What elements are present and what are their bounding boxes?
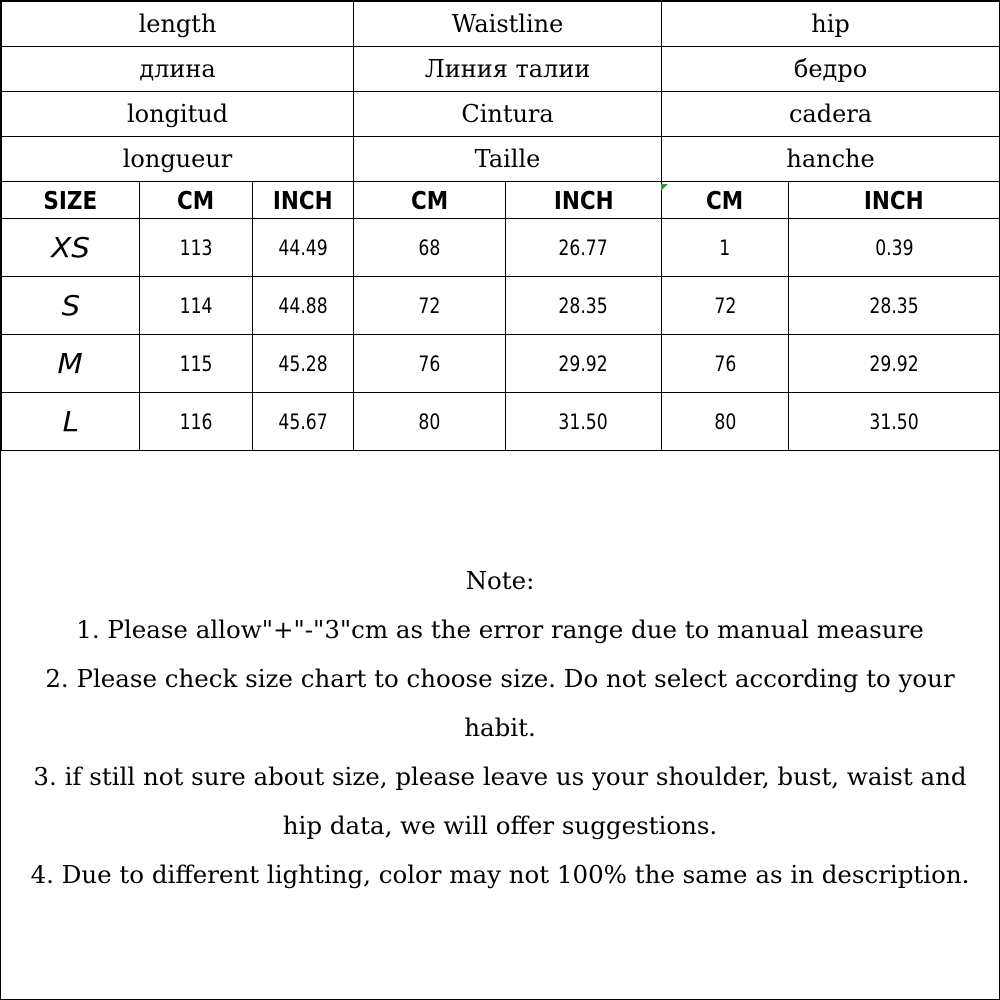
length-cm-cell: 116 bbox=[140, 393, 253, 451]
hip-inch-cell: 28.35 bbox=[789, 277, 1000, 335]
header-hip: cadera bbox=[662, 92, 1000, 137]
unit-length-inch: INCH bbox=[253, 182, 354, 219]
length-cm-cell: 115 bbox=[140, 335, 253, 393]
length-inch-cell: 44.49 bbox=[253, 219, 354, 277]
hip-inch-cell: 31.50 bbox=[789, 393, 1000, 451]
note-line: habit. bbox=[464, 713, 536, 742]
unit-hip-cm: CM bbox=[662, 182, 789, 219]
waist-cm-cell: 80 bbox=[354, 393, 506, 451]
unit-waist-cm: CM bbox=[354, 182, 506, 219]
header-hip: бедро bbox=[662, 47, 1000, 92]
size-cell: S bbox=[2, 277, 140, 335]
waist-inch-cell: 29.92 bbox=[506, 335, 662, 393]
note-line: 1. Please allow"+"-"3"cm as the error range due to manual measure bbox=[76, 615, 924, 644]
hip-cm-cell: 76 bbox=[662, 335, 789, 393]
unit-hip-inch: INCH bbox=[789, 182, 1000, 219]
note-line: 4. Due to different lighting, color may not 100% the same as in description. bbox=[30, 860, 970, 889]
header-row-english bbox=[2, 2, 1000, 47]
hip-cm-cell: 80 bbox=[662, 393, 789, 451]
header-row-french bbox=[2, 137, 1000, 182]
length-inch-cell: 44.88 bbox=[253, 277, 354, 335]
waist-inch-cell: 31.50 bbox=[506, 393, 662, 451]
header-length: longueur bbox=[2, 137, 354, 182]
size-cell: XS bbox=[2, 219, 140, 277]
table-row bbox=[2, 393, 1000, 451]
length-inch-cell: 45.28 bbox=[253, 335, 354, 393]
unit-size: SIZE bbox=[2, 182, 140, 219]
header-length: length bbox=[2, 2, 354, 47]
waist-inch-cell: 28.35 bbox=[506, 277, 662, 335]
header-waistline: Waistline bbox=[354, 2, 662, 47]
header-length: длина bbox=[2, 47, 354, 92]
hip-cm-cell: 72 bbox=[662, 277, 789, 335]
header-row-russian bbox=[2, 47, 1000, 92]
length-inch-cell: 45.67 bbox=[253, 393, 354, 451]
unit-waist-inch: INCH bbox=[506, 182, 662, 219]
hip-cm-cell: 1 bbox=[662, 219, 789, 277]
notes-section bbox=[1, 556, 999, 899]
size-cell: L bbox=[2, 393, 140, 451]
header-waistline: Линия талии bbox=[354, 47, 662, 92]
table-row bbox=[2, 277, 1000, 335]
length-cm-cell: 114 bbox=[140, 277, 253, 335]
header-waistline: Cintura bbox=[354, 92, 662, 137]
header-hip: hip bbox=[662, 2, 1000, 47]
waist-cm-cell: 72 bbox=[354, 277, 506, 335]
header-waistline: Taille bbox=[354, 137, 662, 182]
unit-row bbox=[2, 182, 1000, 219]
header-row-spanish bbox=[2, 92, 1000, 137]
notes-heading: Note: bbox=[465, 566, 535, 595]
note-line: hip data, we will offer suggestions. bbox=[282, 811, 718, 840]
length-cm-cell: 113 bbox=[140, 219, 253, 277]
note-line: 3. if still not sure about size, please leave us your shoulder, bust, waist and bbox=[33, 762, 967, 791]
header-length: longitud bbox=[2, 92, 354, 137]
size-chart-table bbox=[1, 1, 1000, 451]
hip-inch-cell: 0.39 bbox=[789, 219, 1000, 277]
waist-inch-cell: 26.77 bbox=[506, 219, 662, 277]
table-row bbox=[2, 335, 1000, 393]
header-hip: hanche bbox=[662, 137, 1000, 182]
size-cell: M bbox=[2, 335, 140, 393]
table-row bbox=[2, 219, 1000, 277]
waist-cm-cell: 76 bbox=[354, 335, 506, 393]
corner-mark-icon bbox=[661, 184, 668, 191]
waist-cm-cell: 68 bbox=[354, 219, 506, 277]
hip-inch-cell: 29.92 bbox=[789, 335, 1000, 393]
unit-length-cm: CM bbox=[140, 182, 253, 219]
note-line: 2. Please check size chart to choose size. Do not select according to your bbox=[45, 664, 955, 693]
